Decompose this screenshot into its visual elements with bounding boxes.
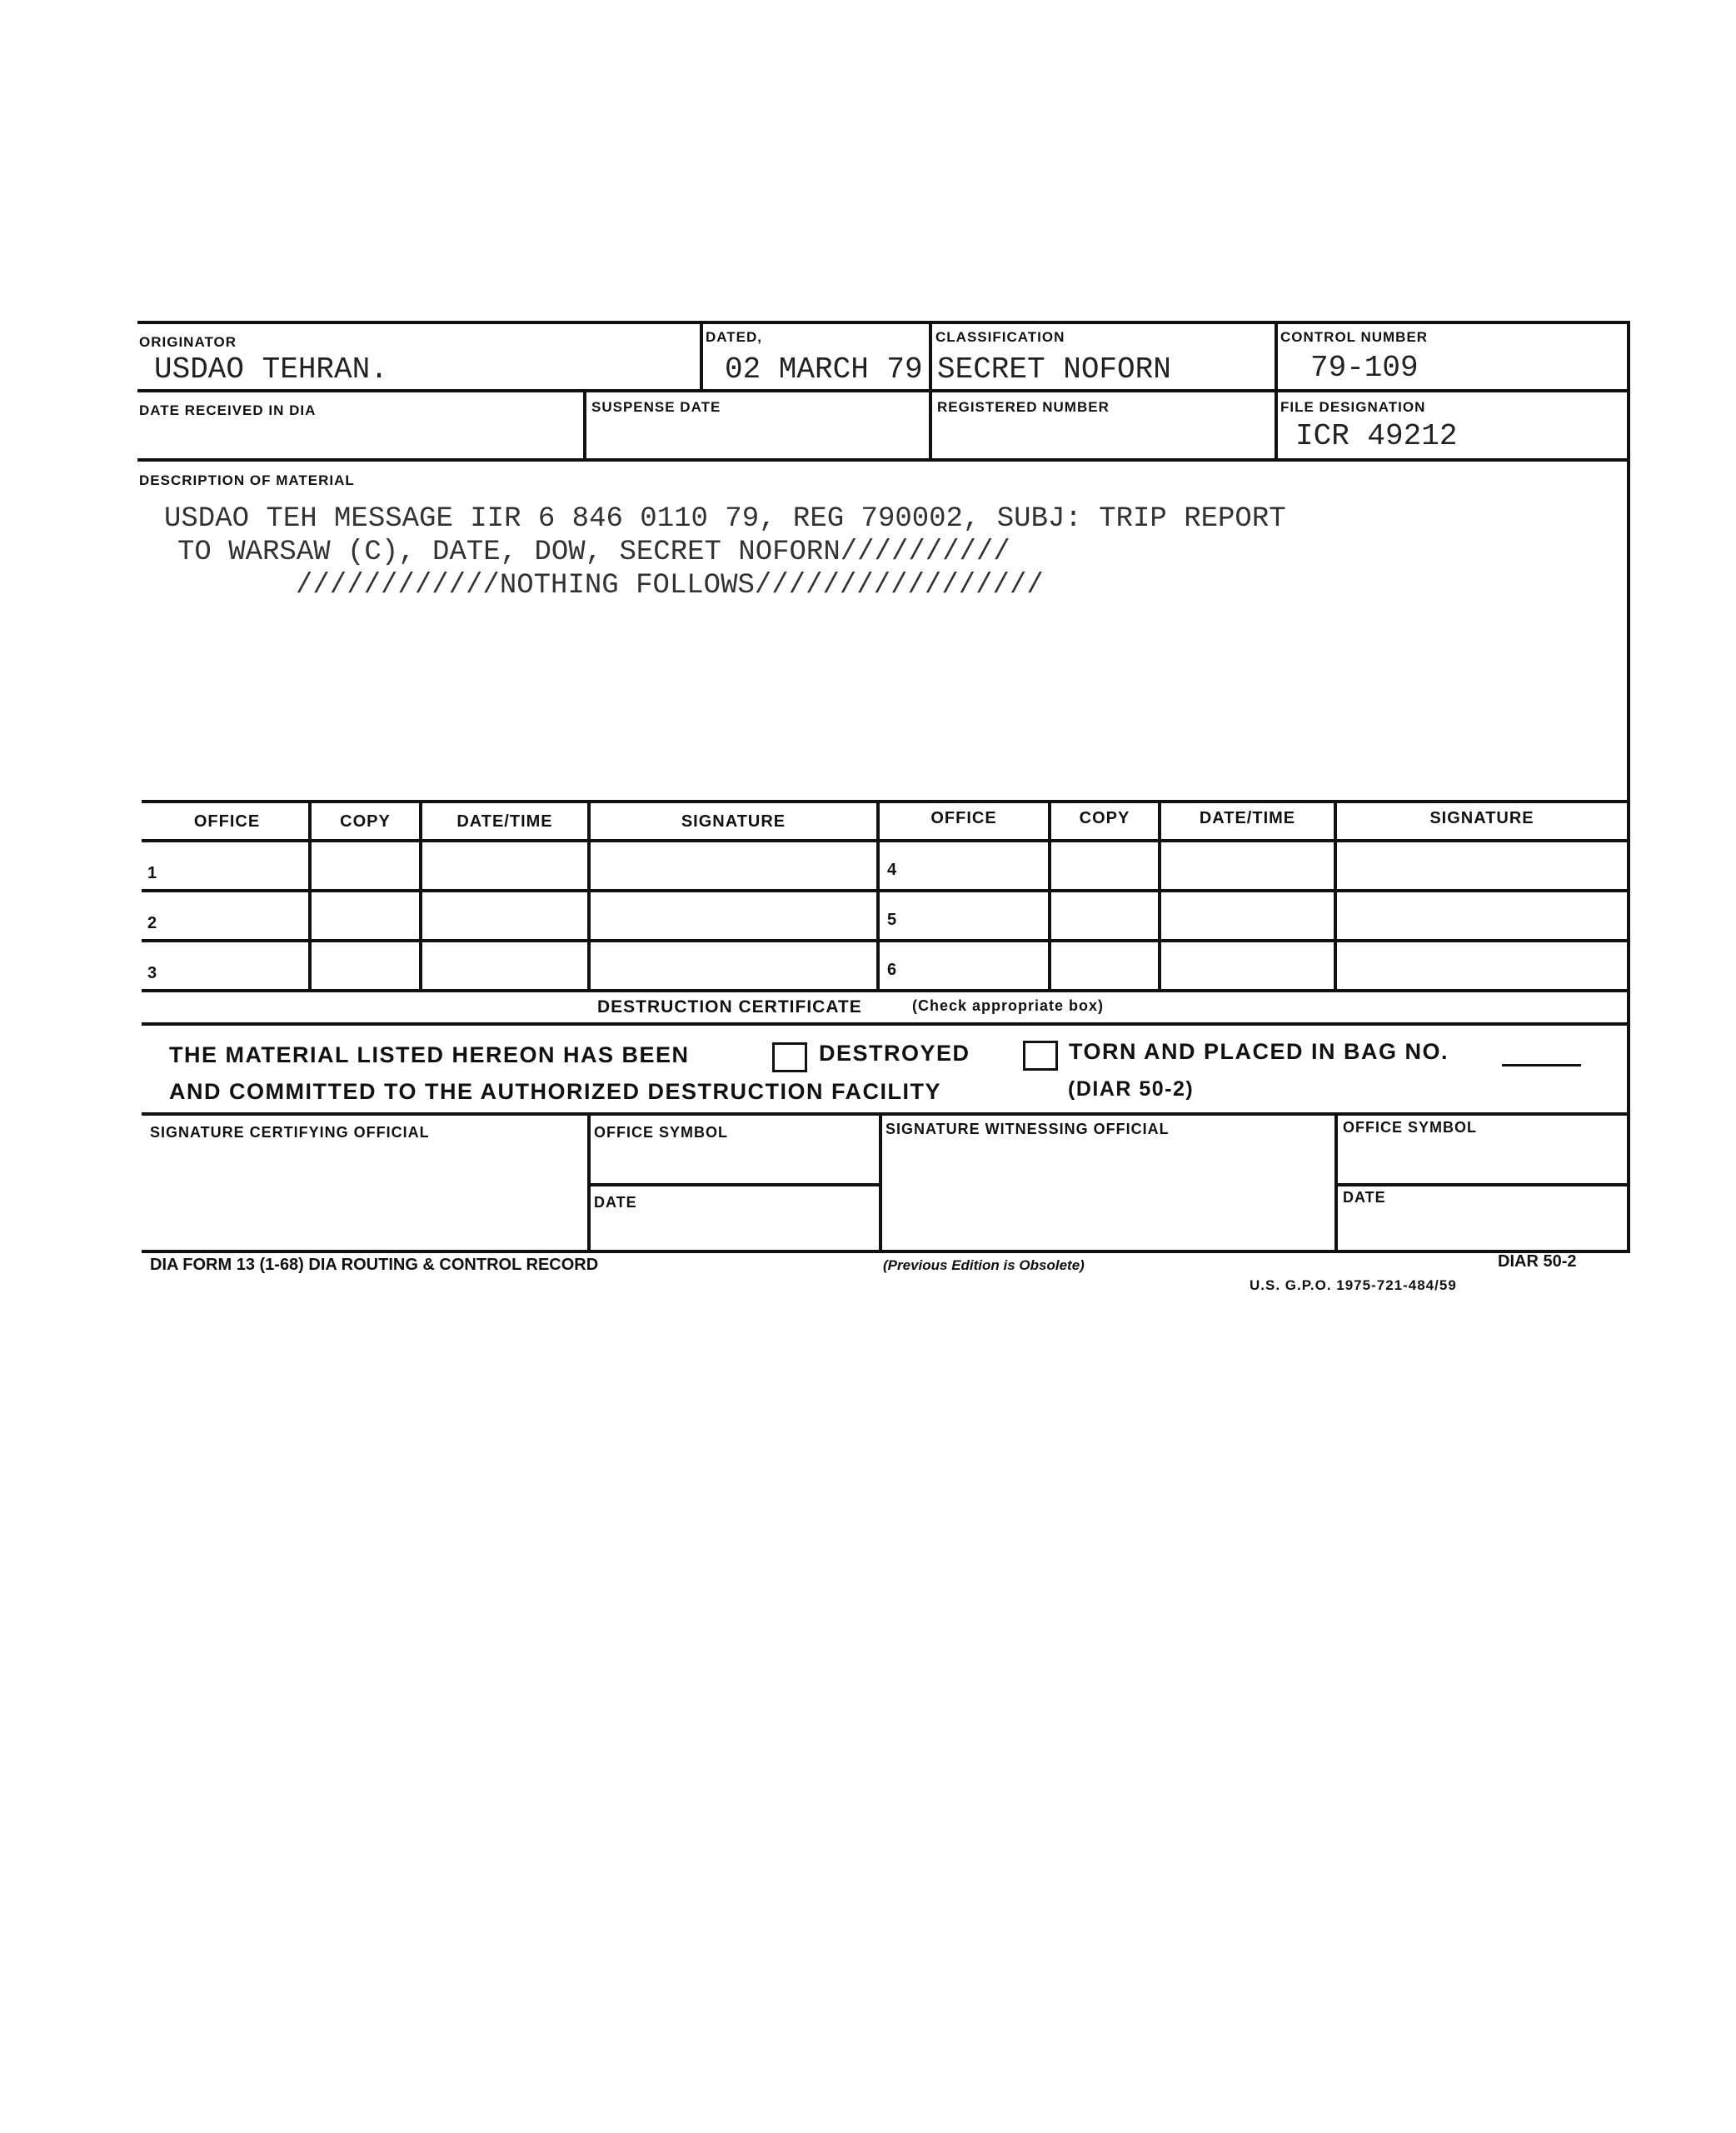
certificate-top-border [142,1022,1629,1026]
form-right-border [1627,321,1630,1253]
originator-label: ORIGINATOR [139,334,237,350]
sig-col-office-left [587,1112,591,1253]
date-label-right: DATE [1343,1189,1386,1206]
routing-header-datetime-right: DATE/TIME [1199,809,1296,827]
certificate-line-1-prefix: THE MATERIAL LISTED HEREON HAS BEEN [169,1042,690,1067]
control-number-label: CONTROL NUMBER [1280,329,1429,345]
suspense-column-divider [583,389,586,458]
certificate-line-2: AND COMMITTED TO THE AUTHORIZED DESTRUCTION FACILITY [169,1079,941,1104]
witnessing-official-label: SIGNATURE WITNESSING OFFICIAL [885,1121,1170,1137]
description-label: DESCRIPTION OF MATERIAL [139,472,355,488]
file-designation-value: ICR 49212 [1295,419,1458,453]
description-bottom-border [142,800,1629,803]
file-designation-label: FILE DESIGNATION [1280,399,1426,415]
description-line-3: ////////////NOTHING FOLLOWS///////////////// [296,570,1044,602]
routing-header-signature-right: SIGNATURE [1429,809,1534,827]
description-line-2: TO WARSAW (C), DATE, DOW, SECRET NOFORN////////// [177,537,1010,568]
control-number-value: 79-109 [1310,351,1419,385]
dated-column-divider [700,321,703,389]
office-date-divider-left [587,1183,879,1186]
routing-row-number-2: 2 [147,914,157,932]
routing-row-number-4: 4 [887,861,897,879]
routing-header-office-left: OFFICE [193,812,261,831]
gpo-imprint: U.S. G.P.O. 1975-721-484/59 [1250,1277,1457,1293]
date-label-left: DATE [594,1194,637,1211]
diar-reference: DIAR 50-2 [1498,1252,1577,1271]
routing-row2-border [142,939,1629,942]
classification-column-divider [929,321,932,458]
signature-top-border [142,1112,1629,1116]
routing-header-copy-right: COPY [1079,809,1130,827]
form-top-border [137,321,1629,324]
sig-col-office-right [1334,1112,1338,1253]
routing-row-number-1: 1 [147,864,157,882]
classification-label: CLASSIFICATION [935,329,1065,345]
routing-col-signature-right [1334,800,1337,989]
office-date-divider-right [1337,1183,1629,1186]
routing-row-number-3: 3 [147,964,157,982]
routing-header-office-right: OFFICE [930,809,997,827]
routing-row-number-5: 5 [887,911,897,929]
routing-header-signature-left: SIGNATURE [681,812,786,831]
torn-checkbox[interactable] [1023,1041,1058,1071]
routing-header-border [142,839,1629,842]
certifying-official-label: SIGNATURE CERTIFYING OFFICIAL [150,1124,430,1141]
previous-edition-note: (Previous Edition is Obsolete) [883,1257,1085,1273]
control-column-divider [1275,321,1278,458]
routing-header-copy-left: COPY [340,812,391,831]
originator-value: USDAO TEHRAN. [154,352,388,387]
dated-label: DATED, [706,329,763,345]
certificate-line-2-ref: (DIAR 50-2) [1068,1077,1195,1101]
routing-header-datetime-left: DATE/TIME [456,812,553,831]
destruction-certificate-note: (Check appropriate box) [912,997,1105,1014]
header-bottom-border [137,458,1629,462]
dated-value: 02 MARCH 79 [725,352,923,387]
routing-row-number-6: 6 [887,961,897,979]
destroyed-checkbox[interactable] [772,1042,807,1072]
routing-center-divider [876,800,880,989]
bag-number-blank[interactable] [1502,1064,1581,1066]
routing-col-datetime-right [1158,800,1161,989]
sig-col-witness [879,1112,882,1253]
option-destroyed-label: DESTROYED [819,1041,970,1066]
classification-value: SECRET NOFORN [937,352,1171,387]
form-bottom-border [142,1250,1629,1253]
date-received-label: DATE RECEIVED IN DIA [139,402,317,418]
routing-bottom-border [142,989,1629,992]
destruction-certificate-title: DESTRUCTION CERTIFICATE [597,997,862,1017]
description-line-1: USDAO TEH MESSAGE IIR 6 846 0110 79, REG 790002, SUBJ: TRIP REPORT [164,503,1286,535]
routing-col-copy-right [1048,800,1051,989]
registered-number-label: REGISTERED NUMBER [937,399,1110,415]
routing-row1-border [142,889,1629,892]
option-torn-label: TORN AND PLACED IN BAG NO. [1069,1039,1449,1064]
header-row-divider [137,389,1629,392]
form-id: DIA FORM 13 (1-68) DIA ROUTING & CONTROL RECORD [150,1256,599,1274]
office-symbol-label-right: OFFICE SYMBOL [1343,1119,1477,1136]
suspense-date-label: SUSPENSE DATE [591,399,721,415]
office-symbol-label-left: OFFICE SYMBOL [594,1124,728,1141]
dia-routing-control-record [137,321,1629,1293]
